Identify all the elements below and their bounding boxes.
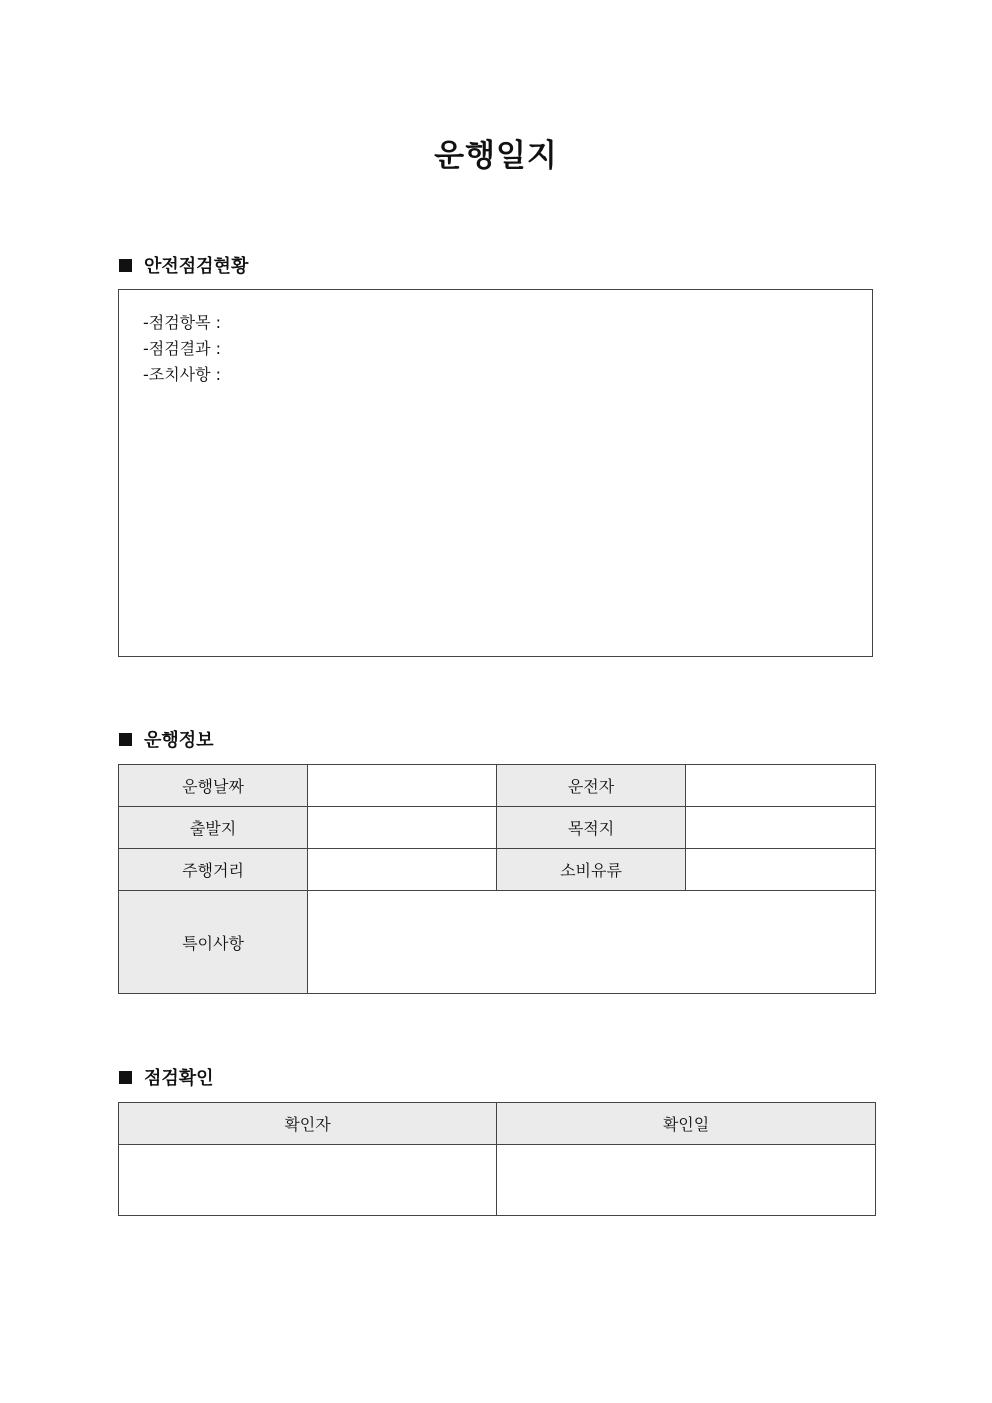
safety-inspection-box[interactable] — [118, 289, 873, 657]
date-label: 운행날짜 — [119, 765, 308, 807]
distance-cell[interactable] — [308, 849, 497, 891]
fuel-cell[interactable] — [686, 849, 876, 891]
safety-section-heading — [119, 253, 248, 277]
action-taken-line: -조치사항 : — [143, 365, 222, 384]
document-title: 운행일지 — [434, 138, 558, 174]
table-row — [119, 1103, 876, 1145]
table-row — [119, 765, 876, 807]
confirm-date-label: 확인일 — [497, 1103, 876, 1145]
confirmer-label: 확인자 — [119, 1103, 497, 1145]
table-row — [119, 1145, 876, 1216]
safety-section-title: 안전점검현황 — [144, 256, 249, 277]
drive-section-heading — [119, 727, 214, 751]
drive-section-title: 운행정보 — [144, 730, 214, 751]
destination-label: 목적지 — [497, 807, 686, 849]
table-row — [119, 807, 876, 849]
confirm-date-cell[interactable] — [497, 1145, 876, 1216]
distance-label: 주행거리 — [119, 849, 308, 891]
fuel-label: 소비유류 — [497, 849, 686, 891]
confirm-section-heading — [119, 1065, 214, 1089]
drive-info-table — [118, 764, 876, 994]
square-bullet-icon — [119, 1071, 132, 1084]
driver-cell[interactable] — [686, 765, 876, 807]
notes-label: 특이사항 — [119, 891, 308, 994]
table-row — [119, 849, 876, 891]
inspection-item-line: -점검항목 : — [143, 313, 222, 332]
table-row — [119, 891, 876, 994]
driver-label: 운전자 — [497, 765, 686, 807]
confirm-table — [118, 1102, 876, 1216]
destination-cell[interactable] — [686, 807, 876, 849]
confirmer-cell[interactable] — [119, 1145, 497, 1216]
notes-cell[interactable] — [308, 891, 876, 994]
date-cell[interactable] — [308, 765, 497, 807]
square-bullet-icon — [119, 733, 132, 746]
confirm-section-title: 점검확인 — [144, 1068, 214, 1089]
departure-cell[interactable] — [308, 807, 497, 849]
departure-label: 출발지 — [119, 807, 308, 849]
square-bullet-icon — [119, 259, 132, 272]
inspection-result-line: -점검결과 : — [143, 339, 222, 358]
